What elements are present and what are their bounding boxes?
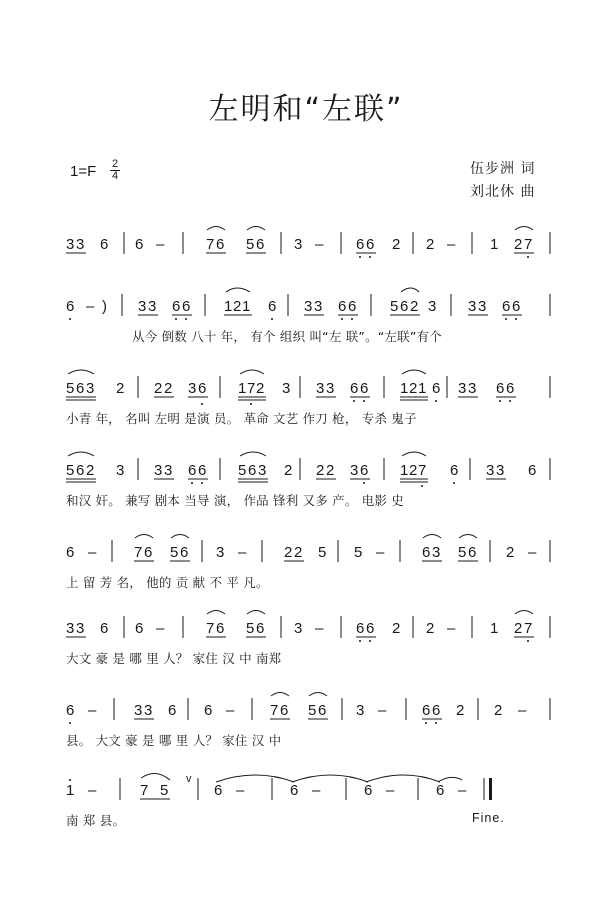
svg-text:6: 6 bbox=[348, 298, 357, 315]
svg-text:–: – bbox=[315, 620, 324, 637]
svg-text:3: 3 bbox=[428, 298, 437, 315]
svg-text:1: 1 bbox=[224, 298, 233, 315]
notation-graphic bbox=[66, 366, 556, 396]
svg-text:1: 1 bbox=[400, 462, 409, 479]
svg-text:1: 1 bbox=[490, 620, 499, 637]
svg-text:1: 1 bbox=[418, 380, 427, 397]
svg-text:5: 5 bbox=[318, 544, 327, 561]
svg-text:6: 6 bbox=[290, 782, 299, 799]
svg-text:3: 3 bbox=[76, 236, 85, 253]
svg-text:3: 3 bbox=[350, 462, 359, 479]
svg-text:–: – bbox=[376, 544, 385, 561]
svg-text:3: 3 bbox=[148, 298, 157, 315]
svg-text:3: 3 bbox=[86, 380, 95, 397]
svg-text:3: 3 bbox=[138, 298, 147, 315]
svg-text:–: – bbox=[312, 782, 321, 799]
svg-text:6: 6 bbox=[506, 380, 515, 397]
svg-text:3: 3 bbox=[314, 298, 323, 315]
lyrics-line: 大文 豪 是 哪 里 人？ 家住 汉 中 南郑 bbox=[66, 651, 282, 666]
svg-text:7: 7 bbox=[206, 620, 215, 637]
svg-text:2: 2 bbox=[506, 544, 515, 561]
svg-text:6: 6 bbox=[268, 298, 277, 315]
svg-text:5: 5 bbox=[170, 544, 179, 561]
svg-text:2: 2 bbox=[392, 620, 401, 637]
svg-text:3: 3 bbox=[282, 380, 291, 397]
svg-text:–: – bbox=[458, 782, 467, 799]
svg-text:7: 7 bbox=[247, 380, 256, 397]
svg-text:3: 3 bbox=[258, 462, 267, 479]
svg-text:6: 6 bbox=[528, 462, 537, 479]
fine-marker: Fine. bbox=[472, 811, 505, 825]
svg-text:7: 7 bbox=[140, 782, 149, 799]
svg-text:2: 2 bbox=[294, 544, 303, 561]
svg-text:2: 2 bbox=[316, 462, 325, 479]
svg-text:7: 7 bbox=[270, 702, 279, 719]
notation-graphic bbox=[66, 448, 556, 478]
lyrics-line: 小青 年， 名叫 左明 是演 员。 革命 文艺 作刀 枪， 专杀 鬼子 bbox=[66, 411, 417, 426]
svg-text:2: 2 bbox=[409, 462, 418, 479]
svg-text:6: 6 bbox=[66, 298, 75, 315]
notation-graphic bbox=[66, 284, 556, 314]
svg-text:3: 3 bbox=[188, 380, 197, 397]
svg-text:2: 2 bbox=[426, 620, 435, 637]
svg-text:6: 6 bbox=[280, 702, 289, 719]
svg-text:2: 2 bbox=[326, 462, 335, 479]
svg-text:2: 2 bbox=[410, 298, 419, 315]
svg-text:6: 6 bbox=[512, 298, 521, 315]
svg-text:6: 6 bbox=[135, 236, 144, 253]
svg-text:2: 2 bbox=[233, 298, 242, 315]
svg-text:–: – bbox=[386, 782, 395, 799]
svg-text:5: 5 bbox=[66, 462, 75, 479]
svg-text:3: 3 bbox=[478, 298, 487, 315]
svg-text:1: 1 bbox=[66, 782, 75, 799]
score-system-2 bbox=[66, 296, 556, 366]
svg-text:6: 6 bbox=[256, 620, 265, 637]
svg-text:2: 2 bbox=[116, 380, 125, 397]
svg-text:6: 6 bbox=[66, 544, 75, 561]
svg-text:6: 6 bbox=[216, 620, 225, 637]
svg-text:7: 7 bbox=[206, 236, 215, 253]
svg-text:6: 6 bbox=[204, 702, 213, 719]
svg-text:3: 3 bbox=[66, 620, 75, 637]
svg-text:6: 6 bbox=[248, 462, 257, 479]
svg-text:6: 6 bbox=[216, 236, 225, 253]
svg-text:–: – bbox=[226, 702, 235, 719]
key-signature bbox=[70, 162, 96, 180]
svg-text:6: 6 bbox=[422, 544, 431, 561]
svg-text:3: 3 bbox=[304, 298, 313, 315]
svg-text:6: 6 bbox=[432, 380, 441, 397]
svg-text:3: 3 bbox=[76, 620, 85, 637]
svg-text:): ) bbox=[102, 298, 107, 315]
notation-graphic bbox=[66, 606, 556, 636]
svg-text:6: 6 bbox=[135, 620, 144, 637]
svg-text:3: 3 bbox=[486, 462, 495, 479]
svg-text:6: 6 bbox=[364, 782, 373, 799]
svg-text:6: 6 bbox=[360, 462, 369, 479]
svg-text:–: – bbox=[156, 236, 165, 253]
time-signature bbox=[110, 159, 120, 182]
svg-text:6: 6 bbox=[172, 298, 181, 315]
svg-text:–: – bbox=[88, 782, 97, 799]
svg-text:3: 3 bbox=[154, 462, 163, 479]
score-system-5 bbox=[66, 542, 556, 612]
svg-text:7: 7 bbox=[524, 236, 533, 253]
svg-text:3: 3 bbox=[134, 702, 143, 719]
svg-text:6: 6 bbox=[318, 702, 327, 719]
notation-graphic bbox=[66, 222, 556, 252]
svg-text:2: 2 bbox=[284, 544, 293, 561]
svg-text:3: 3 bbox=[356, 702, 365, 719]
svg-text:5: 5 bbox=[354, 544, 363, 561]
svg-text:3: 3 bbox=[458, 380, 467, 397]
lyrics-line: 南 郑 县。 bbox=[66, 813, 126, 828]
svg-text:6: 6 bbox=[356, 620, 365, 637]
svg-text:6: 6 bbox=[182, 298, 191, 315]
svg-text:6: 6 bbox=[502, 298, 511, 315]
svg-text:–: – bbox=[156, 620, 165, 637]
score-system-6 bbox=[66, 618, 556, 688]
svg-text:3: 3 bbox=[164, 462, 173, 479]
notation-graphic bbox=[66, 688, 556, 718]
svg-text:2: 2 bbox=[86, 462, 95, 479]
svg-text:6: 6 bbox=[144, 544, 153, 561]
svg-text:5: 5 bbox=[308, 702, 317, 719]
svg-text:6: 6 bbox=[168, 702, 177, 719]
svg-text:6: 6 bbox=[76, 462, 85, 479]
svg-text:–: – bbox=[236, 782, 245, 799]
svg-text:5: 5 bbox=[246, 236, 255, 253]
svg-text:6: 6 bbox=[400, 298, 409, 315]
svg-text:–: – bbox=[378, 702, 387, 719]
svg-text:6: 6 bbox=[100, 620, 109, 637]
score-system-3 bbox=[66, 378, 556, 448]
svg-text:5: 5 bbox=[238, 462, 247, 479]
svg-text:1: 1 bbox=[238, 380, 247, 397]
svg-text:7: 7 bbox=[524, 620, 533, 637]
svg-text:2: 2 bbox=[426, 236, 435, 253]
svg-text:–: – bbox=[86, 298, 95, 315]
key-signature-text: 1=F bbox=[70, 163, 97, 180]
svg-text:–: – bbox=[88, 702, 97, 719]
svg-text:2: 2 bbox=[456, 702, 465, 719]
lyricist-credit: 伍步洲 词 bbox=[470, 161, 536, 177]
svg-text:3: 3 bbox=[216, 544, 225, 561]
svg-text:3: 3 bbox=[144, 702, 153, 719]
svg-text:–: – bbox=[88, 544, 97, 561]
svg-text:7: 7 bbox=[418, 462, 427, 479]
svg-text:2: 2 bbox=[494, 702, 503, 719]
svg-text:–: – bbox=[238, 544, 247, 561]
svg-text:–: – bbox=[447, 620, 456, 637]
svg-text:3: 3 bbox=[316, 380, 325, 397]
svg-text:3: 3 bbox=[326, 380, 335, 397]
svg-text:–: – bbox=[528, 544, 537, 561]
svg-text:5: 5 bbox=[160, 782, 169, 799]
lyrics-line: 从今 倒数 八十 年， 有个 组织 叫“左 联”。“左联”有个 bbox=[132, 329, 442, 344]
svg-text:6: 6 bbox=[188, 462, 197, 479]
score-system-4 bbox=[66, 460, 556, 530]
svg-text:3: 3 bbox=[496, 462, 505, 479]
svg-text:6: 6 bbox=[214, 782, 223, 799]
svg-text:3: 3 bbox=[294, 620, 303, 637]
svg-text:6: 6 bbox=[450, 462, 459, 479]
svg-text:6: 6 bbox=[496, 380, 505, 397]
lyrics-line: 县。 大文 豪 是 哪 里 人？ 家住 汉 中 bbox=[66, 733, 282, 748]
time-signature-denominator: 4 bbox=[111, 170, 119, 182]
svg-text:5: 5 bbox=[458, 544, 467, 561]
svg-text:1: 1 bbox=[400, 380, 409, 397]
svg-text:3: 3 bbox=[116, 462, 125, 479]
svg-text:6: 6 bbox=[180, 544, 189, 561]
svg-text:6: 6 bbox=[76, 380, 85, 397]
svg-text:6: 6 bbox=[360, 380, 369, 397]
lyrics-line: 上 留 芳 名， 他的 贡 献 不 平 凡。 bbox=[66, 575, 269, 590]
svg-text:3: 3 bbox=[432, 544, 441, 561]
svg-text:2: 2 bbox=[284, 462, 293, 479]
svg-text:3: 3 bbox=[468, 298, 477, 315]
svg-text:6: 6 bbox=[356, 236, 365, 253]
svg-text:1: 1 bbox=[490, 236, 499, 253]
svg-text:2: 2 bbox=[256, 380, 265, 397]
svg-text:3: 3 bbox=[66, 236, 75, 253]
svg-text:5: 5 bbox=[390, 298, 399, 315]
svg-text:–: – bbox=[518, 702, 527, 719]
notation-graphic bbox=[66, 530, 556, 560]
score-system-7 bbox=[66, 700, 556, 770]
svg-text:3: 3 bbox=[294, 236, 303, 253]
svg-text:6: 6 bbox=[432, 702, 441, 719]
svg-text:6: 6 bbox=[436, 782, 445, 799]
svg-text:2: 2 bbox=[154, 380, 163, 397]
svg-text:5: 5 bbox=[66, 380, 75, 397]
svg-text:7: 7 bbox=[134, 544, 143, 561]
svg-text:2: 2 bbox=[409, 380, 418, 397]
svg-text:6: 6 bbox=[366, 620, 375, 637]
svg-text:2: 2 bbox=[514, 620, 523, 637]
svg-text:–: – bbox=[447, 236, 456, 253]
svg-text:v: v bbox=[186, 773, 192, 785]
svg-text:6: 6 bbox=[366, 236, 375, 253]
svg-text:6: 6 bbox=[198, 462, 207, 479]
time-signature-numerator: 2 bbox=[111, 158, 119, 170]
svg-text:6: 6 bbox=[100, 236, 109, 253]
svg-text:6: 6 bbox=[422, 702, 431, 719]
svg-text:2: 2 bbox=[164, 380, 173, 397]
song-title: 左明和“左联” bbox=[208, 92, 404, 127]
composer-credit: 刘北休 曲 bbox=[470, 184, 536, 200]
svg-text:3: 3 bbox=[468, 380, 477, 397]
svg-text:–: – bbox=[315, 236, 324, 253]
svg-text:6: 6 bbox=[66, 702, 75, 719]
svg-text:6: 6 bbox=[338, 298, 347, 315]
svg-text:6: 6 bbox=[468, 544, 477, 561]
lyrics-line: 和汉 奸。 兼写 剧本 当导 演， 作品 锋利 又多 产。 电影 史 bbox=[66, 493, 405, 508]
svg-text:2: 2 bbox=[514, 236, 523, 253]
svg-text:6: 6 bbox=[350, 380, 359, 397]
svg-text:6: 6 bbox=[198, 380, 207, 397]
svg-text:2: 2 bbox=[392, 236, 401, 253]
svg-text:6: 6 bbox=[256, 236, 265, 253]
score-system-8 bbox=[66, 773, 556, 850]
svg-text:1: 1 bbox=[242, 298, 251, 315]
notation-graphic bbox=[66, 768, 556, 798]
svg-text:5: 5 bbox=[246, 620, 255, 637]
